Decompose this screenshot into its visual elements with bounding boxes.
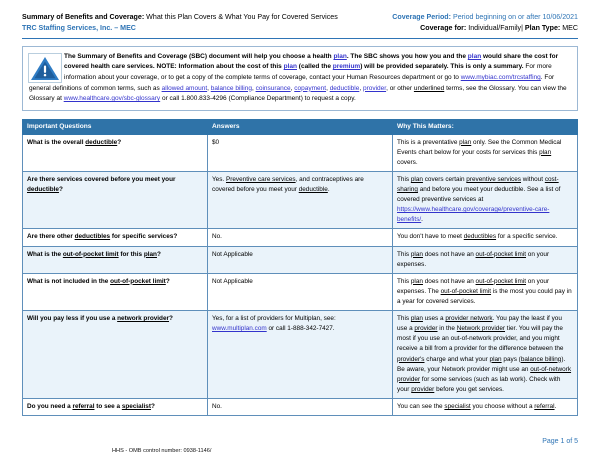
- matters-4-text-0: This: [397, 277, 411, 285]
- document-title: [22, 12, 348, 23]
- question-cell: [23, 398, 208, 415]
- notice-link-plan-1[interactable]: plan: [333, 52, 347, 60]
- coverage-for-and-plan-type: [348, 23, 578, 34]
- coverage-period-label: Coverage Period:: [392, 13, 451, 21]
- matters-6-term-1[interactable]: specialist: [444, 402, 471, 410]
- why-this-matters-cell: [393, 311, 578, 399]
- question-cell: [23, 134, 208, 171]
- notice-link-provider[interactable]: provider: [362, 84, 387, 92]
- why-this-matters-cell: [393, 273, 578, 310]
- notice-link-plan-3[interactable]: plan: [283, 63, 297, 71]
- coverage-for-value: Individual/Family: [466, 23, 522, 32]
- answer-cell: [208, 246, 393, 273]
- question-3-term-3[interactable]: plan: [143, 250, 157, 258]
- header-divider: [22, 38, 578, 39]
- table-head: [23, 119, 578, 134]
- question-0-text-0: What is the overall: [27, 138, 86, 146]
- answer-1-term-1[interactable]: Preventive care services: [225, 175, 296, 183]
- notice-normal-1: For more information about your coverage, or to get a copy of the complete terms of coverage, contact your Human Resources department or go to: [64, 63, 552, 81]
- notice-normal-5: or call 1.800.833-4296 (Compliance Department) to request a copy.: [160, 95, 356, 103]
- matters-6-text-0: You can see the: [397, 402, 445, 410]
- question-0-text-2: ?: [117, 138, 122, 146]
- sbc-questions-table-wrapper: [22, 119, 578, 417]
- matters-5-term-17[interactable]: provider: [411, 385, 435, 393]
- document-header: [0, 0, 600, 34]
- matters-3-term-1[interactable]: plan: [410, 250, 423, 258]
- notice-underlined-word: underlined: [413, 84, 445, 92]
- matters-0-text-2: only. See the Common Medical Events chart below for your costs for services this: [397, 138, 562, 156]
- notice-sep-5: ,: [359, 84, 363, 92]
- header-right-block: [348, 12, 578, 34]
- question-3-text-4: ?: [156, 250, 161, 258]
- matters-0-term-3[interactable]: plan: [539, 148, 552, 156]
- matters-5-term-7[interactable]: Network provider: [456, 325, 506, 333]
- matters-4-term-3[interactable]: out-of-pocket limit: [475, 277, 526, 285]
- matters-0-term-1[interactable]: plan: [459, 138, 472, 146]
- table-row: [23, 134, 578, 171]
- answer-1-text-2: , and contraceptives are covered before you meet your: [212, 175, 364, 193]
- table-row: [23, 311, 578, 399]
- notice-text: [28, 52, 571, 105]
- coverage-for-label: Coverage for:: [420, 23, 467, 32]
- sbc-notice-box: [22, 46, 578, 111]
- question-3-text-0: What is the: [27, 250, 63, 258]
- plan-name: TRC Staffing Services, Inc. – MEC: [22, 23, 136, 32]
- question-1-term-1[interactable]: deductible: [27, 185, 59, 193]
- matters-3-term-3[interactable]: out-of-pocket limit: [475, 250, 526, 258]
- matters-5-text-10: charge and what your: [424, 355, 490, 363]
- matters-4-term-5[interactable]: out-of-pocket limit: [440, 287, 492, 295]
- question-3-text-2: for this: [118, 250, 144, 258]
- why-this-matters-cell: [393, 134, 578, 171]
- table-row: [23, 273, 578, 310]
- notice-bold-4: (called the: [296, 63, 333, 71]
- answer-3-text: Not Applicable: [212, 250, 253, 258]
- notice-sep-4: ,: [326, 84, 330, 92]
- notice-normal-2: . For general definitions of common terms, such as: [29, 74, 555, 92]
- question-cell: [23, 246, 208, 273]
- question-cell: [23, 273, 208, 310]
- matters-1-link-7[interactable]: https://www.healthcare.gov/coverage/preventive-care-benefits/: [397, 206, 550, 224]
- matters-1-text-6: and before you meet your deductible. See a list of covered preventive services at: [397, 185, 561, 204]
- matters-1-term-1[interactable]: plan: [410, 175, 423, 183]
- question-6-term-3[interactable]: specialist: [121, 402, 151, 410]
- notice-normal-4: terms, see the Glossary. You can view the Glossary at: [29, 84, 567, 103]
- matters-5-term-13[interactable]: balance billing: [520, 355, 562, 363]
- warning-triangle-icon: [28, 53, 62, 83]
- matters-5-text-2: uses a: [422, 315, 446, 323]
- question-6-text-4: ?: [150, 402, 155, 410]
- why-this-matters-cell: [393, 229, 578, 246]
- matters-0-text-0: This is a preventative: [397, 138, 460, 146]
- matters-1-term-5[interactable]: cost-sharing: [397, 175, 559, 193]
- notice-sep-3: ,: [290, 84, 295, 92]
- notice-link-coinsurance[interactable]: coinsurance: [255, 84, 291, 92]
- table-body: [23, 134, 578, 416]
- matters-1-text-2: covers certain: [422, 175, 467, 183]
- answer-cell: [208, 311, 393, 399]
- notice-sep-2: ,: [251, 84, 256, 92]
- answer-cell: [208, 229, 393, 246]
- matters-6-term-3[interactable]: referral: [534, 402, 555, 410]
- page-number: Page 1 of 5: [542, 438, 578, 445]
- coverage-period-value: Period beginning on or after 10/06/2021: [451, 13, 578, 21]
- question-4-text-0: What is not included in the: [27, 277, 111, 285]
- matters-3-text-4: on your expenses.: [397, 250, 550, 268]
- notice-link-plan-2[interactable]: plan: [467, 52, 482, 60]
- table-row: [23, 229, 578, 246]
- answer-6-text: No.: [212, 402, 222, 410]
- question-2-term-1[interactable]: deductibles: [74, 233, 111, 241]
- plan-type-label: Plan Type:: [524, 23, 561, 32]
- matters-1-text-4: without: [521, 175, 545, 183]
- matters-5-term-11[interactable]: plan: [489, 355, 502, 363]
- matters-1-term-3[interactable]: preventive services: [466, 175, 521, 183]
- why-this-matters-cell: [393, 398, 578, 415]
- matters-5-term-15[interactable]: out-of-network provider: [397, 365, 572, 383]
- matters-5-text-8: tier. You will pay the most if you use an out-of-network provider, and you might receive a bill from a provider for the difference between the: [397, 325, 564, 353]
- matters-1-text-8: .: [421, 216, 423, 224]
- question-1-text-2: ?: [58, 185, 63, 193]
- col-header-important-questions: Important Questions: [23, 119, 208, 134]
- notice-bold-5: ) will be provided separately. This is only a summary.: [360, 63, 524, 71]
- coverage-period: [348, 12, 578, 23]
- question-cell: [23, 171, 208, 229]
- table-header-row: [23, 119, 578, 134]
- answer-cell: [208, 273, 393, 310]
- matters-2-text-0: You don't have to meet: [397, 233, 464, 241]
- answer-5-link-1[interactable]: www.multiplan.com: [212, 325, 267, 333]
- answer-2-text: No.: [212, 233, 222, 241]
- notice-bold-3: would share the cost for covered health care services. NOTE: Information about the cost of this: [64, 52, 559, 71]
- table-row: [23, 171, 578, 229]
- answer-5-text-0: Yes, for a list of providers for Multiplan, see:: [212, 315, 336, 323]
- matters-5-text-6: in the: [437, 325, 457, 333]
- document-title-rest: What this Plan Covers & What You Pay for Covered Services: [144, 13, 338, 21]
- matters-5-text-14: ). Be aware, your Network provider might use an: [397, 355, 566, 373]
- answer-cell: [208, 134, 393, 171]
- table-row: [23, 398, 578, 415]
- notice-link-balance-billing[interactable]: balance billing: [210, 84, 252, 92]
- question-5-text-2: ?: [169, 315, 173, 323]
- question-cell: [23, 311, 208, 399]
- question-cell: [23, 229, 208, 246]
- field-separator: |: [521, 23, 525, 32]
- matters-5-term-9[interactable]: provider's: [397, 355, 425, 363]
- why-this-matters-cell: [393, 246, 578, 273]
- table-row: [23, 246, 578, 273]
- matters-5-term-3[interactable]: provider network: [445, 315, 493, 323]
- notice-link-deductible[interactable]: deductible: [329, 84, 360, 92]
- question-6-text-2: to see a: [94, 402, 122, 410]
- matters-5-text-4: . You pay the least if you use a: [397, 315, 562, 333]
- matters-5-text-18: before you get services.: [434, 385, 504, 393]
- notice-sep-1: ,: [207, 84, 211, 92]
- matters-2-term-1[interactable]: deductibles: [463, 233, 497, 241]
- matters-5-text-0: This: [397, 315, 411, 323]
- question-6-text-0: Do you need a: [27, 402, 73, 410]
- matters-3-text-2: does not have an: [422, 250, 476, 258]
- document-title-bold: Summary of Benefits and Coverage:: [22, 13, 145, 21]
- question-0-term-1[interactable]: deductible: [85, 138, 118, 146]
- matters-5-term-1[interactable]: plan: [410, 315, 423, 323]
- matters-5-text-16: for some services (such as lab work). Check with your: [397, 375, 561, 393]
- question-5-text-0: Will you pay less if you use a: [27, 315, 118, 323]
- matters-1-text-0: This: [397, 175, 411, 183]
- plan-type-value: MEC: [560, 23, 578, 32]
- question-2-text-2: for specific services?: [110, 233, 178, 241]
- document-footer: [0, 438, 600, 454]
- notice-bold-1: The Summary of Benefits and Coverage (SBC) document will help you choose a health: [64, 52, 334, 60]
- notice-bold-2: . The SBC shows you how you and the: [346, 52, 468, 60]
- matters-6-text-2: you choose without a: [470, 402, 535, 410]
- answer-1-text-4: .: [327, 185, 330, 193]
- answer-1-term-3[interactable]: deductible: [298, 185, 328, 193]
- matters-0-text-4: covers.: [397, 158, 418, 166]
- answer-0-text: $0: [212, 138, 220, 146]
- question-6-term-1[interactable]: referral: [72, 402, 95, 410]
- notice-link-allowed-amount[interactable]: allowed amount: [161, 84, 208, 92]
- matters-3-text-0: This: [397, 250, 411, 258]
- answer-5-text-2: or call 1-888-342-7427.: [266, 325, 335, 333]
- col-header-answers: Answers: [208, 119, 393, 134]
- matters-4-term-1[interactable]: plan: [410, 277, 423, 285]
- answer-cell: [208, 398, 393, 415]
- matters-4-text-4: on your expenses. The: [397, 277, 550, 295]
- notice-normal-3: , or other: [386, 84, 414, 92]
- matters-5-term-5[interactable]: provider: [414, 325, 438, 333]
- matters-4-text-6: is the most you could pay in a year for covered services.: [397, 287, 572, 305]
- sbc-questions-table: [22, 119, 578, 417]
- question-4-term-1[interactable]: out-of-pocket limit: [110, 277, 166, 285]
- matters-5-text-12: pays (: [501, 355, 521, 363]
- notice-link-copayment[interactable]: copayment: [294, 84, 327, 92]
- why-this-matters-cell: [393, 171, 578, 229]
- answer-cell: [208, 171, 393, 229]
- omb-control-number: HHS - OMB control number: 0938-1146/: [112, 448, 212, 454]
- matters-6-text-4: .: [554, 402, 557, 410]
- header-left-block: [22, 12, 348, 34]
- question-1-text-0: Are there services covered before you meet your: [27, 175, 176, 183]
- question-5-term-1[interactable]: network provider: [117, 315, 170, 323]
- notice-link-glossary[interactable]: www.healthcare.gov/sbc-glossary: [63, 95, 161, 103]
- matters-4-text-2: does not have an: [422, 277, 476, 285]
- notice-link-premium[interactable]: premium: [332, 63, 361, 71]
- question-3-term-1[interactable]: out-of-pocket limit: [62, 250, 119, 258]
- col-header-why-this-matters: Why This Matters:: [393, 119, 578, 134]
- answer-1-text-0: Yes.: [212, 175, 226, 183]
- answer-4-text: Not Applicable: [212, 277, 253, 285]
- matters-2-text-2: for a specific service.: [496, 233, 558, 241]
- question-4-text-2: ?: [165, 277, 170, 285]
- question-2-text-0: Are there other: [27, 233, 75, 241]
- notice-link-mybiac[interactable]: www.mybiac.com/trcstaffing: [460, 74, 541, 81]
